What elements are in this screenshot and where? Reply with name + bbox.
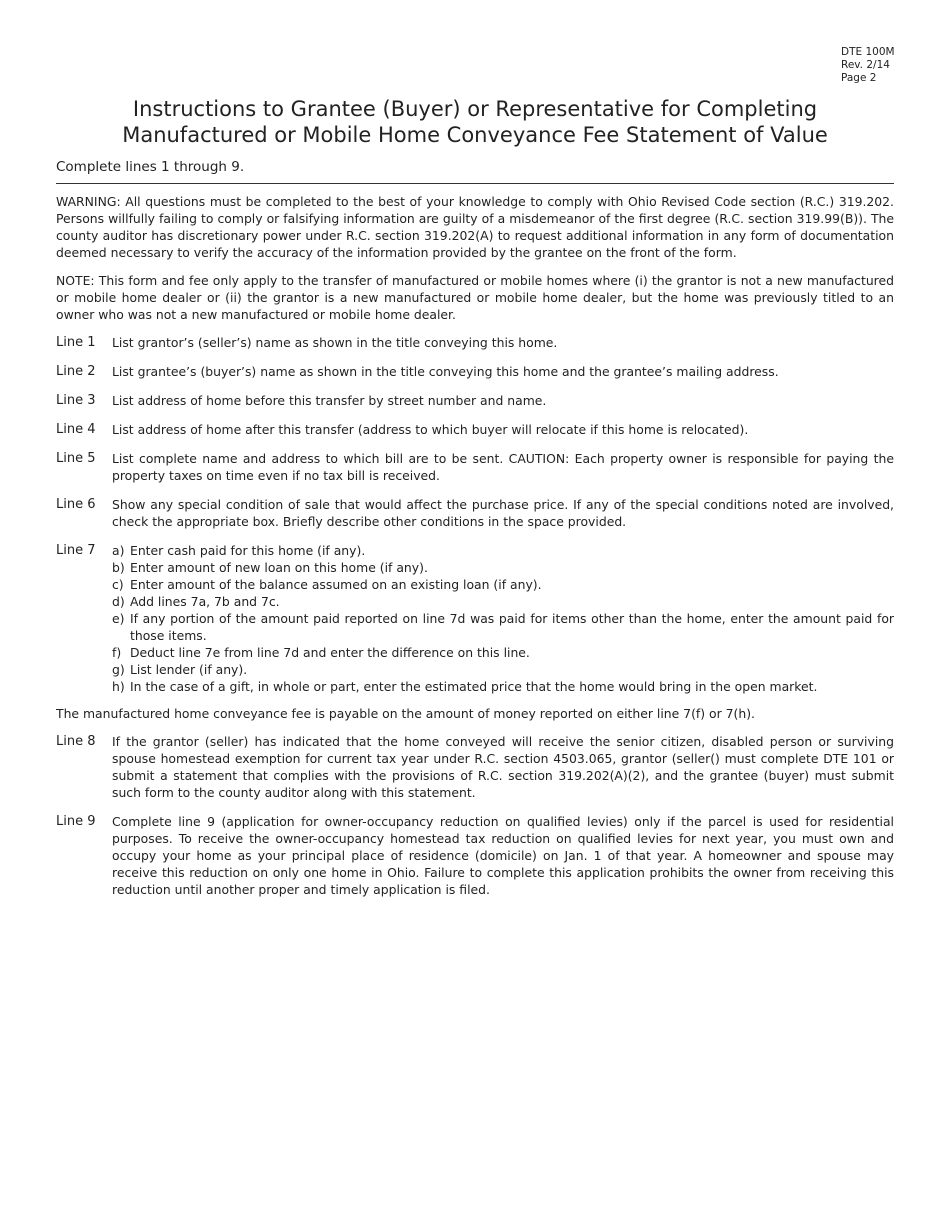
- list-item: [112, 661, 894, 678]
- instruction-line-8: [56, 733, 894, 801]
- item-letter: c): [112, 577, 124, 592]
- item-text: Enter amount of the balance assumed on an existing loan (if any).: [130, 577, 542, 592]
- item-text: List lender (if any).: [130, 662, 248, 677]
- line-text: List grantee’s (buyer’s) name as shown in the title conveying this home and the grantee’s mailing address.: [112, 364, 779, 379]
- list-item: [112, 559, 894, 576]
- item-text: Enter cash paid for this home (if any).: [130, 543, 366, 558]
- instruction-line-7: [56, 542, 894, 695]
- line-text: List address of home before this transfer by street number and name.: [112, 393, 547, 408]
- line-text: Show any special condition of sale that would affect the purchase price. If any of the special conditions noted are involved, check the appropriate box. Briefly describe other conditions in the space provided.: [112, 497, 894, 529]
- instructions-body: [56, 193, 894, 910]
- divider: [56, 183, 894, 184]
- line-label: Line 8: [56, 734, 96, 749]
- item-letter: b): [112, 560, 125, 575]
- title-line-1: Instructions to Grantee (Buyer) or Representative for Completing: [132, 97, 818, 121]
- instruction-line-3: [56, 392, 894, 409]
- list-item: [112, 542, 894, 559]
- list-item: [112, 610, 894, 644]
- instruction-line-2: [56, 363, 894, 380]
- item-letter: a): [112, 543, 125, 558]
- title-line-2: Manufactured or Mobile Home Conveyance Fee Statement of Value: [122, 123, 828, 147]
- instruction-line-4: [56, 421, 894, 438]
- instruction-line-9: [56, 813, 894, 898]
- line-text: List grantor’s (seller’s) name as shown in the title conveying this home.: [112, 335, 558, 350]
- line-label: Line 7: [56, 543, 96, 558]
- instruction-line-6: [56, 496, 894, 530]
- item-letter: e): [112, 611, 125, 626]
- note-paragraph: NOTE: This form and fee only apply to the transfer of manufactured or mobile homes where (i) the grantor is not a new manufactured or mobile home dealer or (ii) the grantor is a new manufactured or mobile home dealer, but the home was previously titled to an owner who was not a new manufactured or mobile home dealer.: [56, 273, 894, 322]
- page-title: [56, 96, 894, 148]
- item-text: Enter amount of new loan on this home (if any).: [130, 560, 428, 575]
- instruction-line-1: [56, 334, 894, 351]
- list-item: [112, 678, 894, 695]
- form-identifier: [841, 46, 895, 85]
- item-letter: h): [112, 679, 125, 694]
- line-label: Line 9: [56, 814, 96, 829]
- line-label: Line 4: [56, 422, 96, 437]
- item-text: Add lines 7a, 7b and 7c.: [130, 594, 280, 609]
- item-text: If any portion of the amount paid reported on line 7d was paid for items other than the home, enter the amount paid for those items.: [130, 611, 894, 643]
- line-text: List complete name and address to which bill are to be sent. CAUTION: Each property owner is responsible for paying the property taxes on time even if no tax bill is received.: [112, 451, 894, 483]
- line-label: Line 3: [56, 393, 96, 408]
- item-letter: g): [112, 662, 125, 677]
- line-text: List address of home after this transfer (address to which buyer will relocate if this home is relocated).: [112, 422, 749, 437]
- line-label: Line 5: [56, 451, 96, 466]
- list-item: [112, 576, 894, 593]
- item-text: Deduct line 7e from line 7d and enter the difference on this line.: [130, 645, 530, 660]
- line-text: Complete line 9 (application for owner-occupancy reduction on qualified levies) only if the parcel is used for residential purposes. To receive the owner-occupancy homestead tax reduction on qualified levies for next year, you must own and occupy your home as your principal place of residence (domicile) on Jan. 1 of that year. A homeowner and spouse may receive this reduction on only one home in Ohio. Failure to complete this application prohibits the owner from receiving this reduction until another proper and timely application is filed.: [112, 814, 894, 897]
- item-letter: f): [112, 645, 122, 660]
- subheading: Complete lines 1 through 9.: [56, 159, 245, 175]
- line-label: Line 1: [56, 335, 96, 350]
- page-number: Page 2: [841, 72, 877, 84]
- form-revision: Rev. 2/14: [841, 59, 890, 71]
- line-text: If the grantor (seller) has indicated that the home conveyed will receive the senior citizen, disabled person or surviving spouse homestead exemption for current tax year under R.C. section 4503.065, grantor (seller() must complete DTE 101 or submit a statement that complies with the provisions of R.C. section 319.202(A)(2), and the grantee (buyer) must submit such form to the county auditor along with this statement.: [112, 734, 894, 800]
- form-code: DTE 100M: [841, 46, 895, 58]
- warning-paragraph: WARNING: All questions must be completed to the best of your knowledge to comply with Ohio Revised Code section (R.C.) 319.202. Persons willfully failing to comply or falsifying information are guilty of a misdemeanor of the first degree (R.C. section 319.99(B)). The county auditor has discretionary power under R.C. section 319.202(A) to request additional information in any form of documentation deemed necessary to verify the accuracy of the information provided by the grantee on the front of the form.: [56, 194, 894, 260]
- line-label: Line 2: [56, 364, 96, 379]
- list-item: [112, 593, 894, 610]
- list-item: [112, 644, 894, 661]
- line-label: Line 6: [56, 497, 96, 512]
- line-7-sublist: [112, 542, 894, 695]
- item-text: In the case of a gift, in whole or part, enter the estimated price that the home would bring in the open market.: [130, 679, 818, 694]
- fee-note: The manufactured home conveyance fee is payable on the amount of money reported on either line 7(f) or 7(h).: [56, 706, 755, 721]
- item-letter: d): [112, 594, 125, 609]
- instruction-line-5: [56, 450, 894, 484]
